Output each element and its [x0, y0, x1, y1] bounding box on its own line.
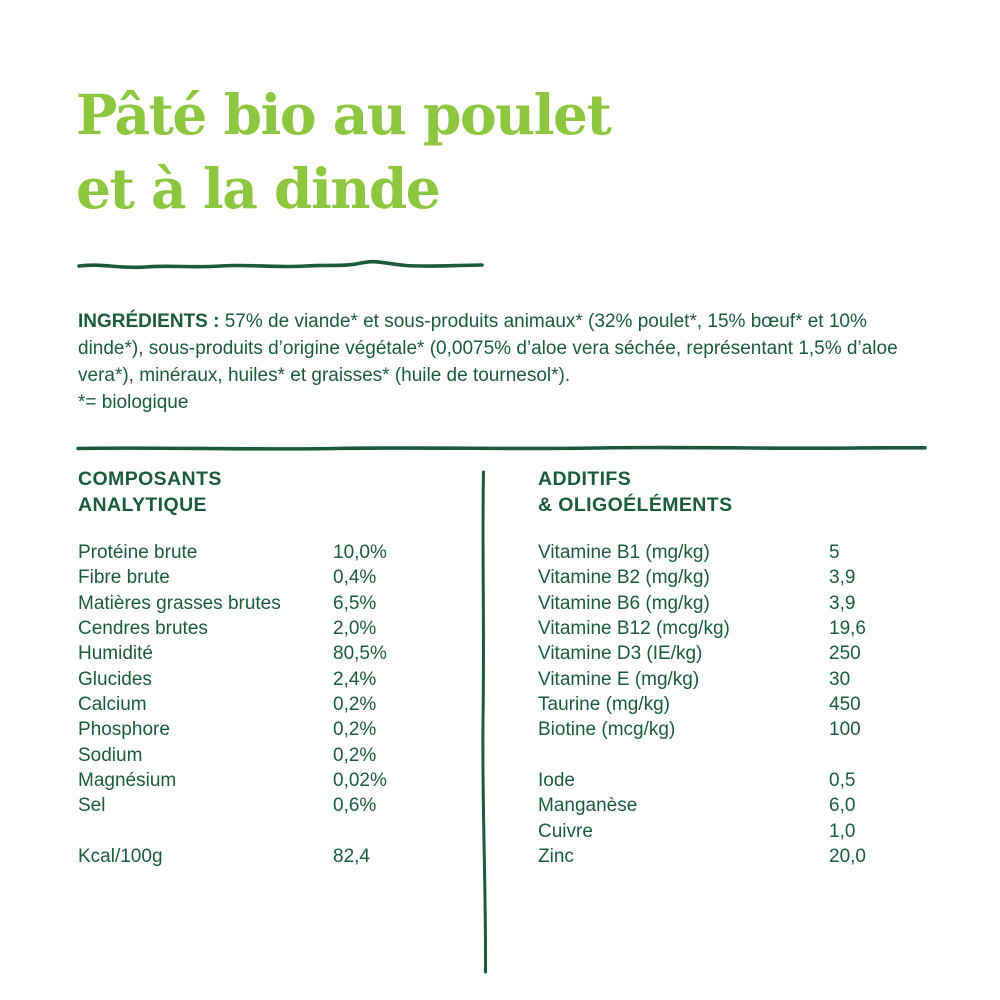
row-value: 6,5%	[333, 592, 377, 614]
ingredients-text	[78, 308, 926, 389]
row-label: Vitamine B2 (mg/kg)	[538, 567, 710, 589]
ingredients-label: INGRÉDIENTS :	[78, 311, 220, 332]
table-row	[78, 692, 468, 717]
row-label: Protéine brute	[78, 542, 198, 563]
row-value: 30	[829, 668, 851, 690]
row-value: 19,6	[829, 618, 866, 640]
table-row	[538, 565, 930, 590]
table-row	[78, 743, 468, 768]
row-label: Vitamine B1 (mg/kg)	[538, 542, 710, 563]
row-label: Vitamine B6 (mg/kg)	[538, 592, 710, 614]
row-label: Manganèse	[538, 795, 638, 817]
row-value: 0,02%	[333, 770, 387, 792]
additives-heading-line2: & OLIGOÉLÉMENTS	[538, 494, 733, 516]
row-value: 5	[829, 542, 840, 563]
table-row	[538, 844, 930, 869]
row-value: 100	[829, 719, 861, 741]
row-value: 2,4%	[333, 668, 377, 690]
row-label: Biotine (mcg/kg)	[538, 719, 676, 741]
row-value: 0,6%	[333, 795, 377, 817]
table-row	[78, 717, 468, 742]
table-row	[538, 667, 930, 692]
table-row	[78, 616, 468, 641]
additives-oligo-table	[538, 540, 930, 869]
table-row	[78, 565, 468, 590]
table-spacer	[78, 819, 468, 844]
row-label: Matières grasses brutes	[78, 592, 281, 614]
table-row	[538, 540, 930, 565]
table-row	[78, 667, 468, 692]
row-label: Fibre brute	[78, 567, 170, 589]
row-label: Calcium	[78, 694, 147, 716]
table-row	[538, 819, 930, 844]
table-row	[538, 692, 930, 717]
analytical-heading-line2: ANALYTIQUE	[78, 494, 207, 516]
row-value: 3,9	[829, 592, 856, 614]
page-title-line1: Pâté bio au poulet	[76, 82, 611, 147]
ingredients-footnote: *= biologique	[78, 392, 189, 413]
energy-row	[78, 844, 468, 869]
analytical-components-table	[78, 540, 468, 869]
section-wavy-divider	[76, 441, 928, 455]
ingredients-paragraph	[78, 308, 926, 416]
row-value: 20,0	[829, 846, 866, 868]
table-row	[538, 616, 930, 641]
table-row	[538, 717, 930, 742]
table-row	[78, 768, 468, 793]
table-spacer	[538, 743, 930, 768]
row-value: 0,2%	[333, 719, 377, 741]
row-value: 0,4%	[333, 567, 377, 589]
row-label: Sel	[78, 795, 106, 817]
row-value: 10,0%	[333, 542, 387, 563]
additives-heading-line1: ADDITIFS	[538, 468, 632, 490]
table-row	[78, 793, 468, 818]
title-wavy-divider	[76, 255, 486, 273]
row-label: Vitamine D3 (IE/kg)	[538, 643, 703, 665]
row-value: 82,4	[333, 846, 370, 868]
table-row	[538, 793, 930, 818]
row-label: Vitamine E (mg/kg)	[538, 668, 700, 690]
table-row	[538, 591, 930, 616]
row-value: 0,5	[829, 770, 856, 792]
additives-oligo-heading	[538, 466, 733, 518]
row-label: Sodium	[78, 744, 143, 766]
table-row	[538, 641, 930, 666]
row-value: 1,0	[829, 820, 856, 842]
page-title-line2: et à la dinde	[76, 156, 440, 221]
table-row	[78, 591, 468, 616]
row-label: Magnésium	[78, 770, 177, 792]
column-divider	[477, 470, 493, 974]
analytical-heading-line1: COMPOSANTS	[78, 468, 222, 490]
row-label: Glucides	[78, 668, 152, 690]
row-value: 450	[829, 694, 861, 716]
row-value: 80,5%	[333, 643, 387, 665]
row-label: Cuivre	[538, 820, 593, 842]
row-value: 0,2%	[333, 744, 377, 766]
row-label: Humidité	[78, 643, 153, 665]
page-title	[76, 78, 610, 226]
row-value: 0,2%	[333, 694, 377, 716]
row-value: 3,9	[829, 567, 856, 589]
row-label: Iode	[538, 770, 575, 792]
table-row	[78, 540, 468, 565]
table-row	[538, 768, 930, 793]
row-label: Zinc	[538, 846, 574, 868]
row-label: Cendres brutes	[78, 618, 208, 640]
row-value: 6,0	[829, 795, 856, 817]
row-label: Taurine (mg/kg)	[538, 694, 670, 716]
row-value: 250	[829, 643, 861, 665]
table-row	[78, 641, 468, 666]
analytical-components-heading	[78, 466, 222, 518]
row-label: Vitamine B12 (mcg/kg)	[538, 618, 730, 640]
ingredients-body: 57% de viande* et sous-produits animaux* (32% poulet*, 15% bœuf* et 10% dinde*), sous-produits d’origine végétale* (0,0075% d’aloe vera séchée, représentant 1,5% d’aloe vera*), minéraux, huiles* et graisses* (huile de tournesol*).	[78, 311, 898, 386]
row-value: 2,0%	[333, 618, 377, 640]
row-label: Phosphore	[78, 719, 170, 741]
row-label: Kcal/100g	[78, 846, 163, 868]
